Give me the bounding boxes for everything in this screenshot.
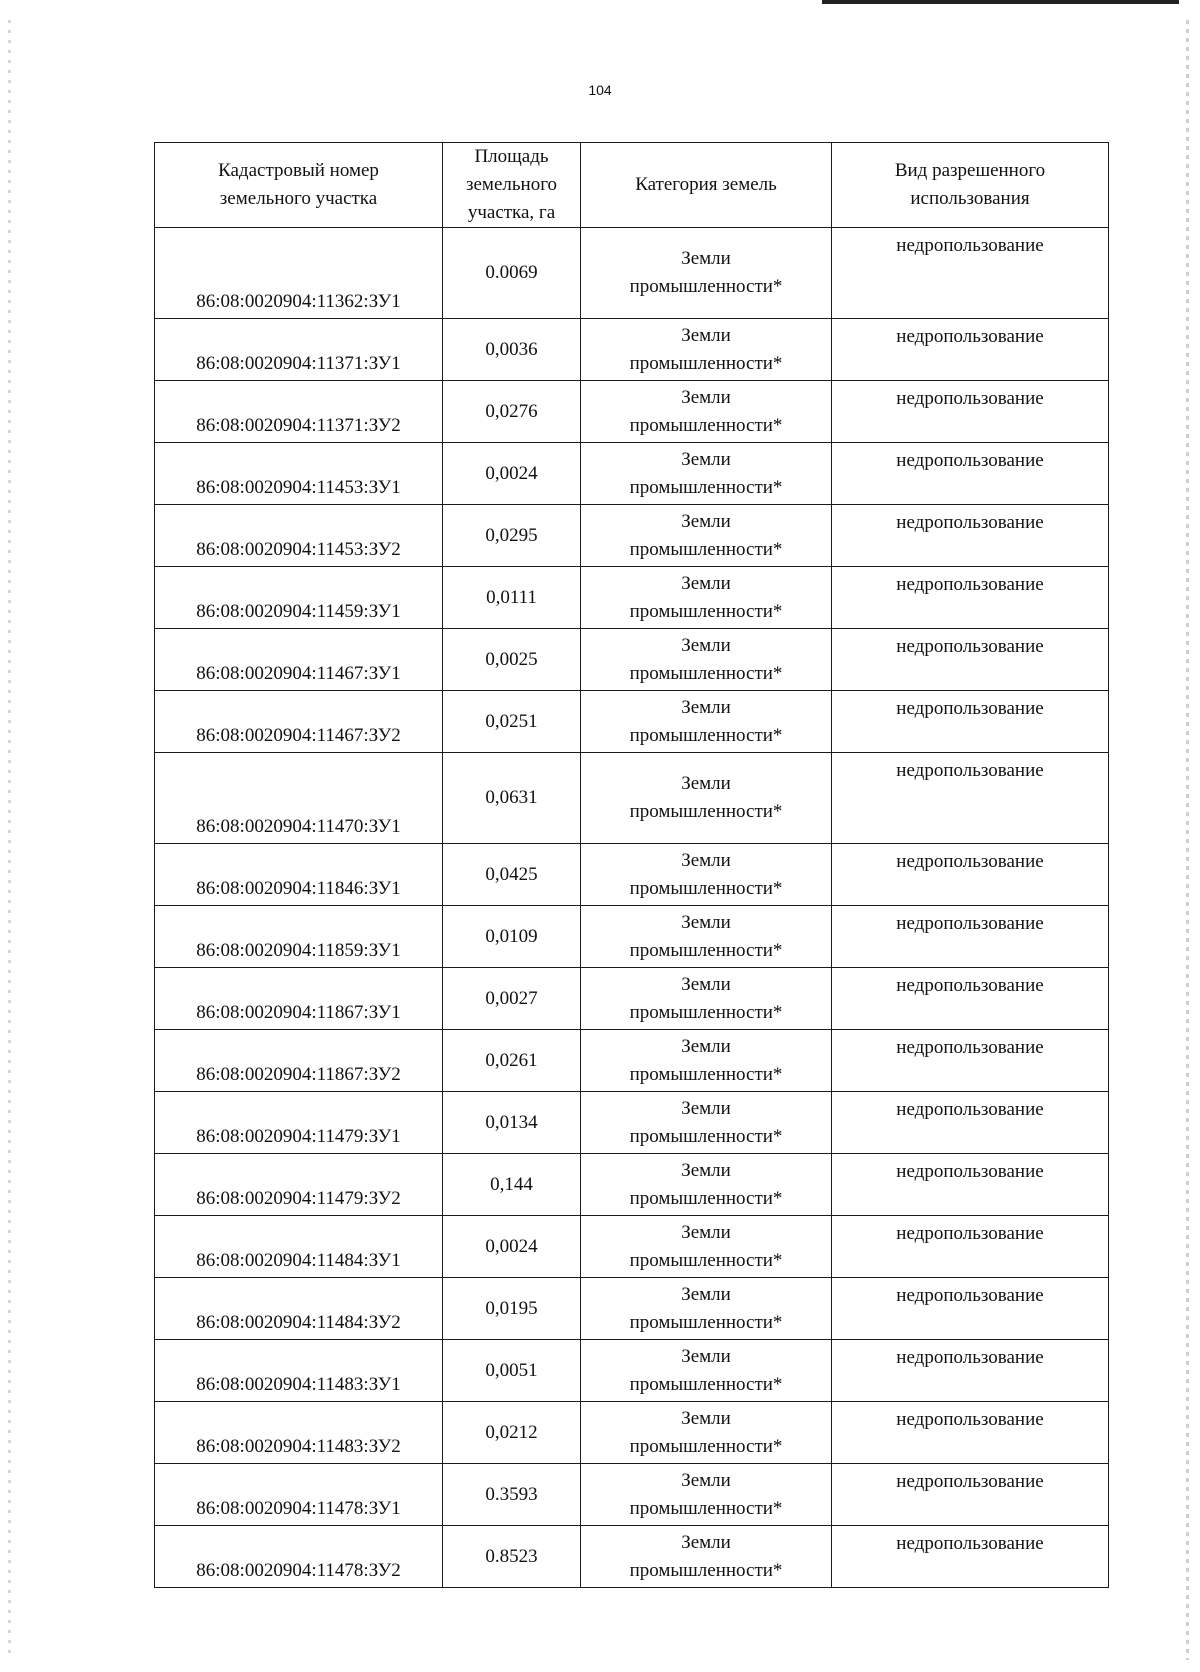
area-cell: 0,0276 — [443, 381, 581, 443]
area-cell: 0.8523 — [443, 1526, 581, 1588]
area-cell: 0,144 — [443, 1154, 581, 1216]
permitted-use-cell: недропользование — [832, 1216, 1109, 1278]
area-cell: 0,0295 — [443, 505, 581, 567]
permitted-use-cell: недропользование — [832, 381, 1109, 443]
table-row — [155, 1092, 1109, 1154]
table-row — [155, 381, 1109, 443]
land-category-cell: Земли промышленности* — [581, 1278, 832, 1340]
land-category-cell: Земли промышленности* — [581, 1464, 832, 1526]
header-area: Площадь земельного участка, га — [443, 143, 581, 228]
table-row — [155, 1340, 1109, 1402]
area-cell: 0,0036 — [443, 319, 581, 381]
land-category-cell: Земли промышленности* — [581, 1154, 832, 1216]
land-category-cell: Земли промышленности* — [581, 968, 832, 1030]
area-cell: 0,0631 — [443, 753, 581, 844]
area-cell: 0,0212 — [443, 1402, 581, 1464]
table-row — [155, 228, 1109, 319]
permitted-use-cell: недропользование — [832, 1278, 1109, 1340]
table-row — [155, 1526, 1109, 1588]
cadastral-number-cell: 86:08:0020904:11484:ЗУ1 — [155, 1216, 443, 1278]
cadastral-number-cell: 86:08:0020904:11371:ЗУ1 — [155, 319, 443, 381]
land-category-cell: Земли промышленности* — [581, 319, 832, 381]
land-category-cell: Земли промышленности* — [581, 691, 832, 753]
permitted-use-cell: недропользование — [832, 505, 1109, 567]
cadastral-number-cell: 86:08:0020904:11867:ЗУ2 — [155, 1030, 443, 1092]
area-cell: 0,0024 — [443, 1216, 581, 1278]
area-cell: 0.0069 — [443, 228, 581, 319]
cadastral-number-cell: 86:08:0020904:11470:ЗУ1 — [155, 753, 443, 844]
area-cell: 0,0134 — [443, 1092, 581, 1154]
cadastral-number-cell: 86:08:0020904:11362:ЗУ1 — [155, 228, 443, 319]
area-cell: 0,0025 — [443, 629, 581, 691]
land-category-cell: Земли промышленности* — [581, 1526, 832, 1588]
scan-edge-left — [8, 20, 11, 1660]
cadastral-number-cell: 86:08:0020904:11479:ЗУ2 — [155, 1154, 443, 1216]
header-land-category: Категория земель — [581, 143, 832, 228]
table-row — [155, 968, 1109, 1030]
permitted-use-cell: недропользование — [832, 753, 1109, 844]
table-row — [155, 1278, 1109, 1340]
permitted-use-cell: недропользование — [832, 443, 1109, 505]
area-cell: 0,0027 — [443, 968, 581, 1030]
table-row — [155, 567, 1109, 629]
cadastral-number-cell: 86:08:0020904:11371:ЗУ2 — [155, 381, 443, 443]
land-category-cell: Земли промышленности* — [581, 906, 832, 968]
permitted-use-cell: недропользование — [832, 1464, 1109, 1526]
cadastral-number-cell: 86:08:0020904:11483:ЗУ1 — [155, 1340, 443, 1402]
permitted-use-cell: недропользование — [832, 629, 1109, 691]
land-category-cell: Земли промышленности* — [581, 753, 832, 844]
area-cell: 0,0109 — [443, 906, 581, 968]
cadastral-number-cell: 86:08:0020904:11478:ЗУ2 — [155, 1526, 443, 1588]
cadastral-number-cell: 86:08:0020904:11859:ЗУ1 — [155, 906, 443, 968]
permitted-use-cell: недропользование — [832, 1340, 1109, 1402]
area-cell: 0,0261 — [443, 1030, 581, 1092]
area-cell: 0,0024 — [443, 443, 581, 505]
permitted-use-cell: недропользование — [832, 1526, 1109, 1588]
cadastral-number-cell: 86:08:0020904:11483:ЗУ2 — [155, 1402, 443, 1464]
table-row — [155, 1464, 1109, 1526]
table-row — [155, 1402, 1109, 1464]
land-category-cell: Земли промышленности* — [581, 1030, 832, 1092]
permitted-use-cell: недропользование — [832, 1030, 1109, 1092]
permitted-use-cell: недропользование — [832, 906, 1109, 968]
area-cell: 0,0251 — [443, 691, 581, 753]
permitted-use-cell: недропользование — [832, 1154, 1109, 1216]
permitted-use-cell: недропользование — [832, 1402, 1109, 1464]
land-category-cell: Земли промышленности* — [581, 1216, 832, 1278]
table-row — [155, 629, 1109, 691]
permitted-use-cell: недропользование — [832, 319, 1109, 381]
land-category-cell: Земли промышленности* — [581, 1092, 832, 1154]
cadastral-number-cell: 86:08:0020904:11867:ЗУ1 — [155, 968, 443, 1030]
header-permitted-use: Вид разрешенного использования — [832, 143, 1109, 228]
land-category-cell: Земли промышленности* — [581, 1402, 832, 1464]
table-row — [155, 319, 1109, 381]
table-row — [155, 753, 1109, 844]
permitted-use-cell: недропользование — [832, 844, 1109, 906]
table-row — [155, 1216, 1109, 1278]
cadastral-number-cell: 86:08:0020904:11453:ЗУ1 — [155, 443, 443, 505]
table-row — [155, 1154, 1109, 1216]
land-plots-table — [154, 142, 1109, 1588]
table-row — [155, 1030, 1109, 1092]
area-cell: 0.3593 — [443, 1464, 581, 1526]
permitted-use-cell: недропользование — [832, 1092, 1109, 1154]
table-row — [155, 844, 1109, 906]
table-header-row — [155, 143, 1109, 228]
cadastral-number-cell: 86:08:0020904:11459:ЗУ1 — [155, 567, 443, 629]
cadastral-number-cell: 86:08:0020904:11467:ЗУ2 — [155, 691, 443, 753]
area-cell: 0,0051 — [443, 1340, 581, 1402]
header-cadastral-number: Кадастровый номер земельного участка — [155, 143, 443, 228]
cadastral-number-cell: 86:08:0020904:11479:ЗУ1 — [155, 1092, 443, 1154]
table-row — [155, 691, 1109, 753]
land-category-cell: Земли промышленности* — [581, 381, 832, 443]
land-category-cell: Земли промышленности* — [581, 228, 832, 319]
land-category-cell: Земли промышленности* — [581, 505, 832, 567]
permitted-use-cell: недропользование — [832, 567, 1109, 629]
land-category-cell: Земли промышленности* — [581, 1340, 832, 1402]
cadastral-number-cell: 86:08:0020904:11478:ЗУ1 — [155, 1464, 443, 1526]
table-row — [155, 443, 1109, 505]
permitted-use-cell: недропользование — [832, 691, 1109, 753]
scan-edge-right — [1186, 20, 1189, 1660]
land-category-cell: Земли промышленности* — [581, 567, 832, 629]
cadastral-number-cell: 86:08:0020904:11846:ЗУ1 — [155, 844, 443, 906]
land-category-cell: Земли промышленности* — [581, 844, 832, 906]
area-cell: 0,0111 — [443, 567, 581, 629]
land-category-cell: Земли промышленности* — [581, 629, 832, 691]
permitted-use-cell: недропользование — [832, 968, 1109, 1030]
land-category-cell: Земли промышленности* — [581, 443, 832, 505]
table-row — [155, 505, 1109, 567]
area-cell: 0,0425 — [443, 844, 581, 906]
area-cell: 0,0195 — [443, 1278, 581, 1340]
permitted-use-cell: недропользование — [832, 228, 1109, 319]
top-rule — [822, 0, 1179, 4]
table-row — [155, 906, 1109, 968]
page-number: 104 — [588, 82, 612, 98]
cadastral-number-cell: 86:08:0020904:11484:ЗУ2 — [155, 1278, 443, 1340]
cadastral-number-cell: 86:08:0020904:11453:ЗУ2 — [155, 505, 443, 567]
cadastral-number-cell: 86:08:0020904:11467:ЗУ1 — [155, 629, 443, 691]
